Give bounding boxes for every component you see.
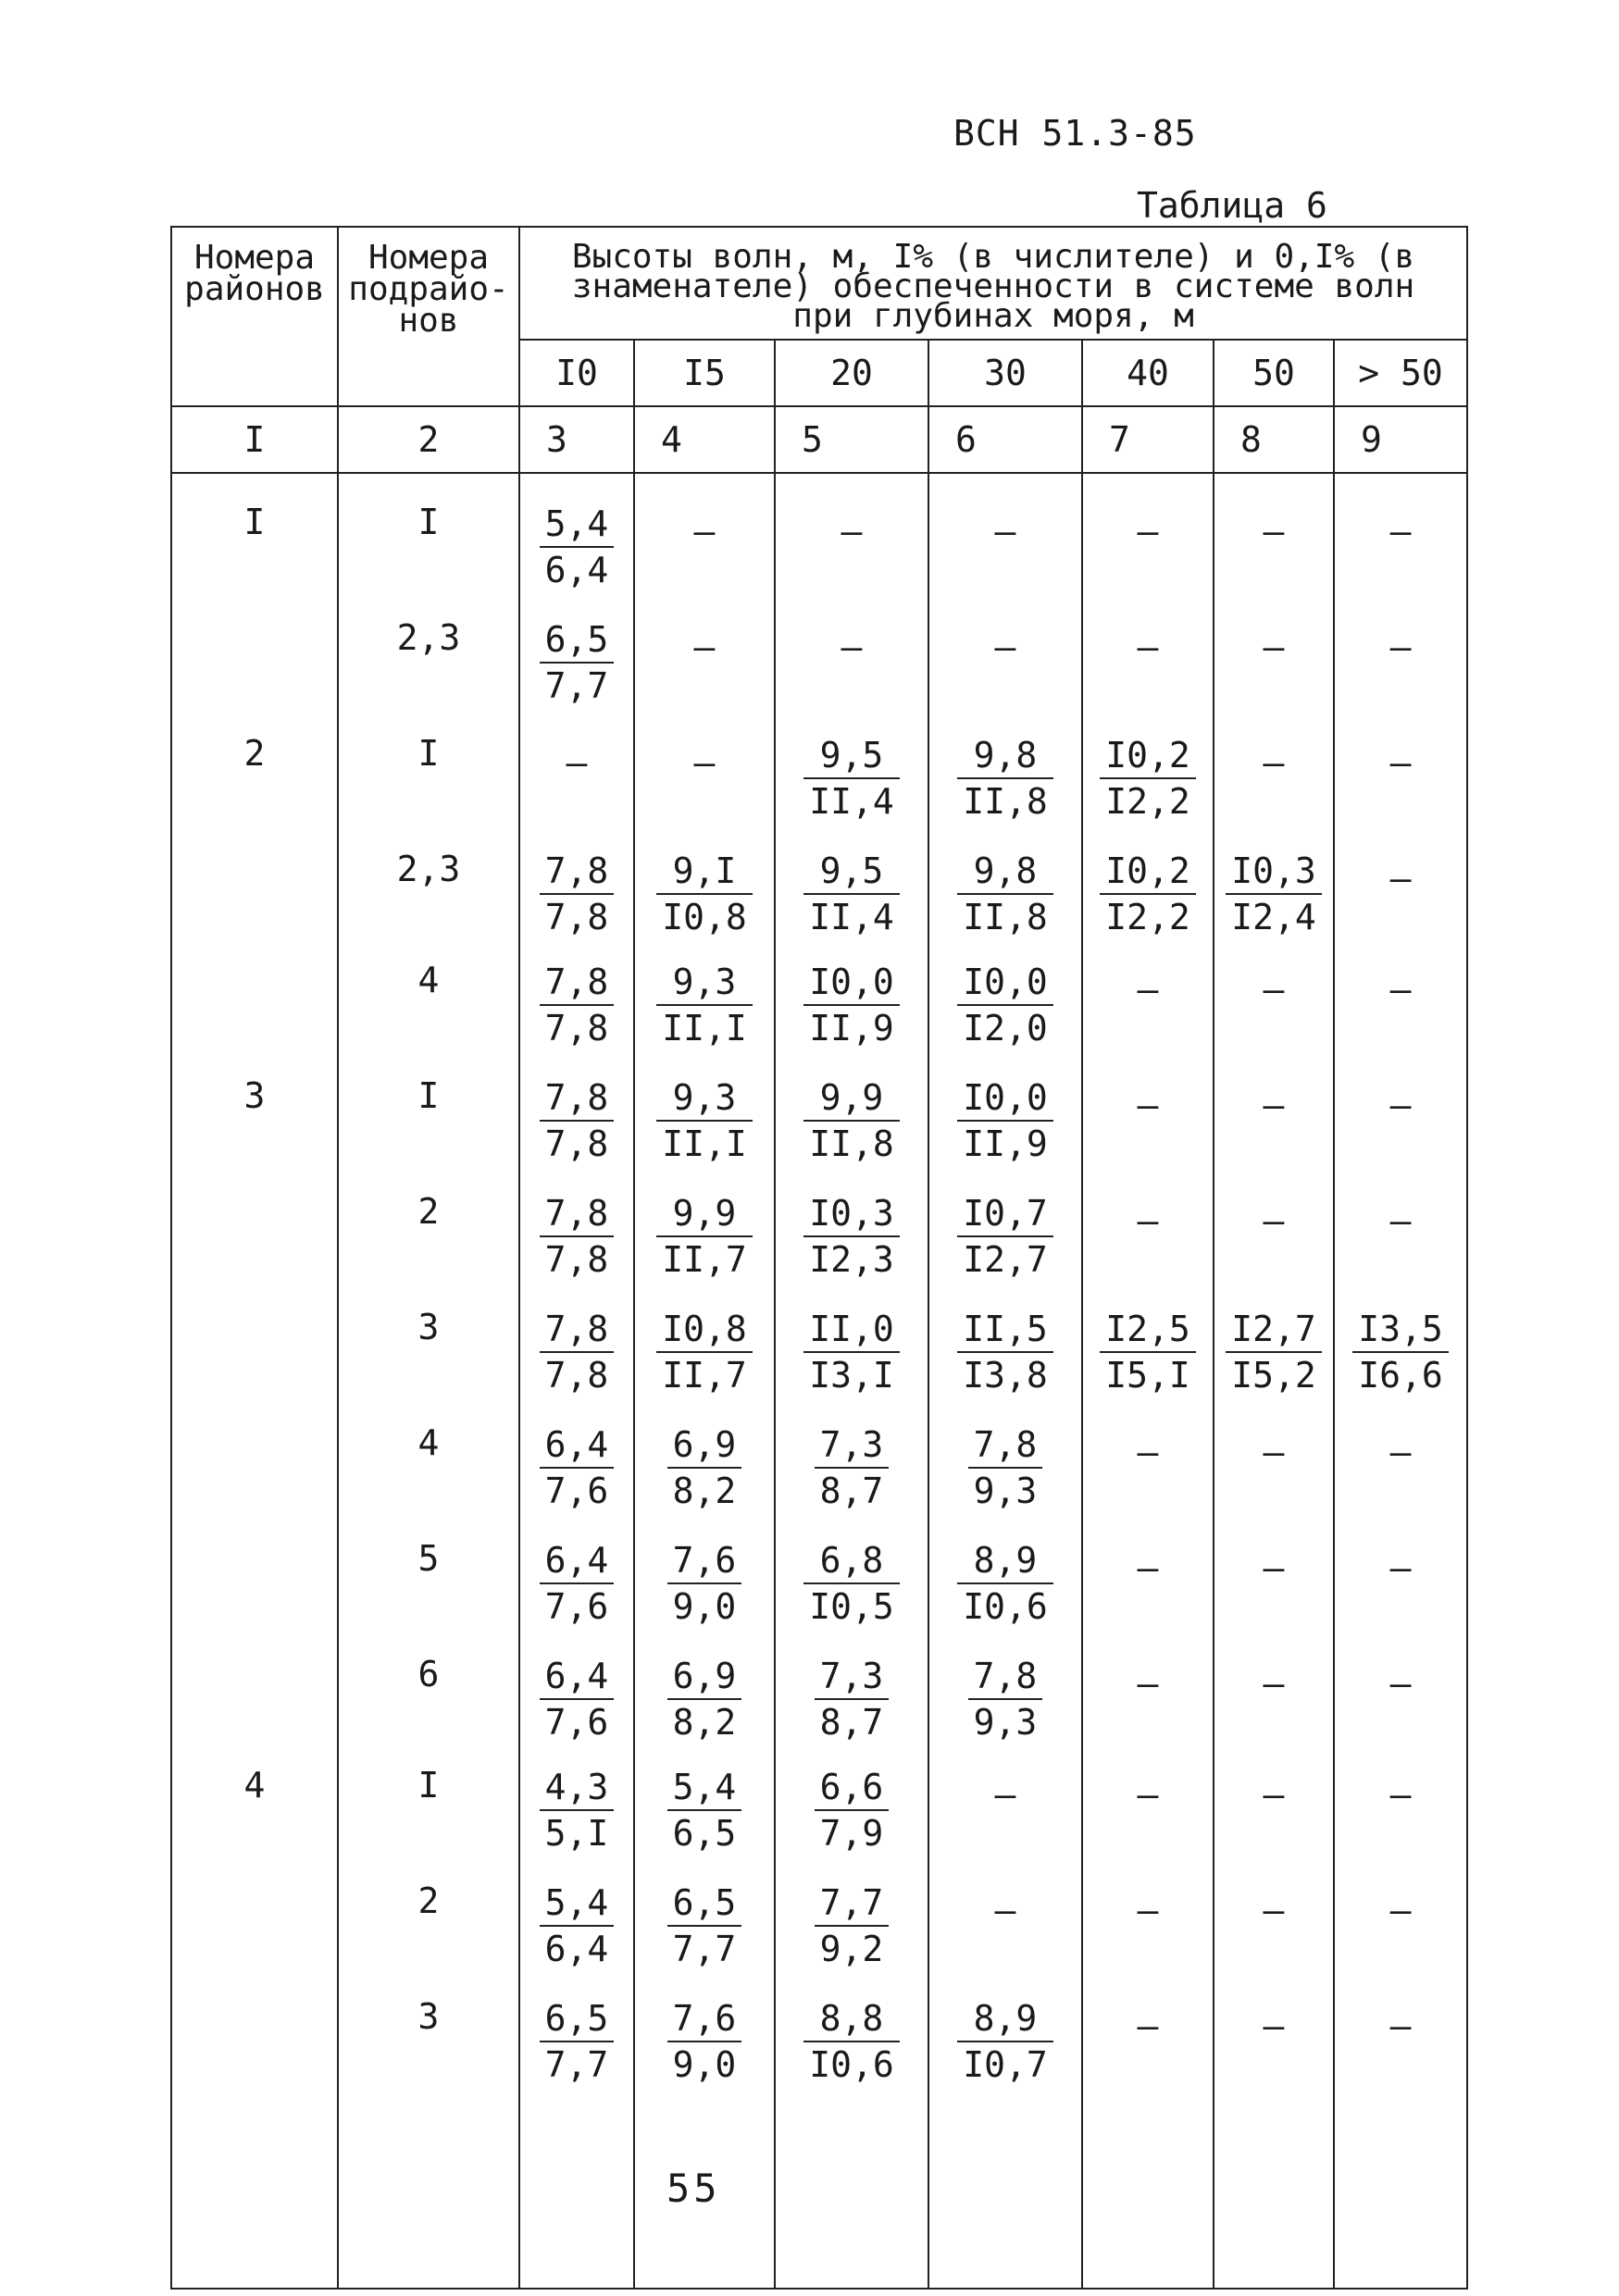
column-number: 9 xyxy=(1334,406,1467,473)
wave-height-01pct: 7,6 xyxy=(544,1471,609,1511)
wave-height-01pct: II,7 xyxy=(662,1355,747,1396)
subdistrict-label: 4 xyxy=(417,960,440,1000)
wave-height-01pct: 7,8 xyxy=(544,1355,609,1396)
no-data-dash: – xyxy=(1263,2005,1285,2046)
wave-height-fraction xyxy=(815,1880,890,1971)
no-data-dash: – xyxy=(1137,1890,1159,1930)
wave-height-01pct: I2,7 xyxy=(963,1239,1048,1280)
wave-height-fraction xyxy=(540,1880,615,1971)
no-data-dash: – xyxy=(1389,2005,1412,2046)
page-number: 55 xyxy=(666,2166,721,2211)
wave-height-01pct: II,I xyxy=(662,1123,747,1164)
no-data-dash: – xyxy=(1137,1547,1159,1588)
wave-height-1pct: 6,5 xyxy=(667,1880,742,1927)
wave-height-fraction xyxy=(803,733,900,824)
wave-height-fraction xyxy=(957,849,1053,939)
header-wave-heights: Высоты волн, м, I% (в числителе) и 0,I% (в знаменателе) обеспеченности в системе волн при глубинах моря, м xyxy=(519,227,1467,340)
wave-height-01pct: 7,7 xyxy=(544,2044,609,2085)
wave-height-table xyxy=(170,226,1468,2290)
district-label: I xyxy=(243,502,266,542)
wave-height-fraction xyxy=(957,1538,1053,1629)
wave-height-1pct: I0,8 xyxy=(656,1307,753,1353)
subdistrict-label: 2,3 xyxy=(396,849,461,889)
wave-height-fraction xyxy=(815,1422,890,1513)
no-data-dash: – xyxy=(1137,969,1159,1010)
wave-height-01pct: 9,0 xyxy=(672,2044,737,2085)
wave-height-1pct: 6,8 xyxy=(803,1538,900,1584)
header-districts: Номера районов xyxy=(171,227,338,406)
wave-height-fraction xyxy=(1352,1307,1449,1397)
wave-height-fraction xyxy=(656,849,753,939)
district-label: 3 xyxy=(243,1075,266,1116)
wave-height-fraction xyxy=(957,1075,1053,1166)
column-number: 7 xyxy=(1082,406,1214,473)
wave-height-01pct: II,8 xyxy=(809,1123,894,1164)
no-data-dash: – xyxy=(1263,742,1285,783)
wave-height-01pct: 7,7 xyxy=(672,1929,737,1969)
wave-height-fraction xyxy=(540,1654,615,1744)
no-data-dash: – xyxy=(994,1774,1016,1815)
no-data-dash: – xyxy=(1389,969,1412,1010)
wave-height-01pct: 9,3 xyxy=(973,1702,1038,1743)
wave-height-fraction xyxy=(968,1654,1043,1744)
body-column xyxy=(519,473,634,2289)
subdistrict-label: 5 xyxy=(417,1538,440,1579)
wave-height-fraction xyxy=(667,1996,742,2087)
wave-height-1pct: I0,2 xyxy=(1100,733,1196,779)
wave-height-01pct: 5,I xyxy=(544,1813,609,1854)
wave-height-fraction xyxy=(540,502,615,592)
wave-height-1pct: 7,8 xyxy=(540,849,615,895)
wave-height-01pct: II,9 xyxy=(963,1123,1048,1164)
no-data-dash: – xyxy=(566,742,588,783)
subdistrict-label: I xyxy=(417,1075,440,1116)
no-data-dash: – xyxy=(1263,511,1285,552)
wave-height-1pct: 9,8 xyxy=(957,849,1053,895)
column-number: 6 xyxy=(928,406,1082,473)
subdistrict-label: I xyxy=(417,733,440,774)
wave-height-fraction xyxy=(803,1191,900,1282)
wave-height-1pct: 5,4 xyxy=(540,502,615,548)
subdistrict-label: 3 xyxy=(417,1996,440,2037)
no-data-dash: – xyxy=(1137,2005,1159,2046)
wave-height-fraction xyxy=(803,960,900,1050)
wave-height-fraction xyxy=(540,1765,615,1855)
wave-height-1pct: 7,8 xyxy=(968,1422,1043,1469)
wave-height-1pct: 9,3 xyxy=(656,960,753,1006)
column-number: 4 xyxy=(634,406,775,473)
wave-height-fraction xyxy=(957,1307,1053,1397)
wave-height-fraction xyxy=(540,849,615,939)
wave-height-fraction xyxy=(957,1191,1053,1282)
wave-height-1pct: 8,9 xyxy=(957,1538,1053,1584)
wave-height-fraction xyxy=(957,960,1053,1050)
wave-height-01pct: II,4 xyxy=(809,781,894,822)
wave-height-01pct: I0,7 xyxy=(963,2044,1048,2085)
wave-height-1pct: I0,3 xyxy=(803,1191,900,1237)
wave-height-01pct: I0,8 xyxy=(662,897,747,937)
wave-height-01pct: 7,8 xyxy=(544,1008,609,1049)
wave-height-01pct: 9,3 xyxy=(973,1471,1038,1511)
wave-height-1pct: I0,0 xyxy=(957,1075,1053,1122)
wave-height-fraction xyxy=(667,1654,742,1744)
no-data-dash: – xyxy=(1389,627,1412,667)
wave-height-fraction xyxy=(540,960,615,1050)
subdistrict-label: 2 xyxy=(417,1880,440,1921)
wave-height-01pct: I5,2 xyxy=(1231,1355,1316,1396)
wave-height-1pct: 7,8 xyxy=(540,1191,615,1237)
wave-height-01pct: I2,0 xyxy=(963,1008,1048,1049)
wave-height-fraction xyxy=(803,1996,900,2087)
no-data-dash: – xyxy=(1389,1547,1412,1588)
no-data-dash: – xyxy=(1137,1085,1159,1125)
wave-height-01pct: 9,0 xyxy=(672,1586,737,1627)
wave-height-01pct: I2,2 xyxy=(1105,781,1190,822)
wave-height-1pct: 7,7 xyxy=(815,1880,890,1927)
wave-height-01pct: 7,8 xyxy=(544,1239,609,1280)
wave-height-fraction xyxy=(968,1422,1043,1513)
wave-height-1pct: 9,9 xyxy=(803,1075,900,1122)
wave-height-fraction xyxy=(656,1307,753,1397)
depth-header: > 50 xyxy=(1334,340,1467,406)
wave-height-1pct: 6,4 xyxy=(540,1538,615,1584)
wave-height-1pct: 9,5 xyxy=(803,849,900,895)
column-number: 3 xyxy=(519,406,634,473)
wave-height-01pct: 6,5 xyxy=(672,1813,737,1854)
wave-height-01pct: I2,4 xyxy=(1231,897,1316,937)
wave-height-01pct: II,9 xyxy=(809,1008,894,1049)
wave-height-fraction xyxy=(803,1307,900,1397)
wave-height-fraction xyxy=(803,1538,900,1629)
wave-height-1pct: I0,0 xyxy=(957,960,1053,1006)
no-data-dash: – xyxy=(693,742,716,783)
wave-height-1pct: I0,2 xyxy=(1100,849,1196,895)
wave-height-01pct: 7,7 xyxy=(544,665,609,706)
wave-height-1pct: I0,3 xyxy=(1226,849,1322,895)
no-data-dash: – xyxy=(1389,1774,1412,1815)
wave-height-01pct: I0,5 xyxy=(809,1586,894,1627)
body-column xyxy=(1334,473,1467,2289)
subdistrict-label: I xyxy=(417,1765,440,1806)
depth-header: 50 xyxy=(1214,340,1334,406)
wave-height-1pct: I0,7 xyxy=(957,1191,1053,1237)
wave-height-01pct: I0,6 xyxy=(963,1586,1048,1627)
wave-height-fraction xyxy=(540,1996,615,2087)
body-column xyxy=(928,473,1082,2289)
wave-height-1pct: 8,8 xyxy=(803,1996,900,2042)
wave-height-1pct: 7,3 xyxy=(815,1654,890,1700)
wave-height-1pct: 6,4 xyxy=(540,1422,615,1469)
wave-height-1pct: 7,8 xyxy=(540,960,615,1006)
table-caption: Таблица 6 xyxy=(1137,185,1327,226)
wave-height-fraction xyxy=(957,1996,1053,2087)
wave-height-1pct: 5,4 xyxy=(667,1765,742,1811)
wave-height-01pct: I0,6 xyxy=(809,2044,894,2085)
no-data-dash: – xyxy=(994,627,1016,667)
wave-height-1pct: 9,8 xyxy=(957,733,1053,779)
wave-height-01pct: II,8 xyxy=(963,897,1048,937)
no-data-dash: – xyxy=(1263,1663,1285,1704)
wave-height-fraction xyxy=(540,1191,615,1282)
header-subdistricts: Номера подрайо-нов xyxy=(338,227,519,406)
wave-height-fraction xyxy=(540,1075,615,1166)
no-data-dash: – xyxy=(1263,969,1285,1010)
wave-height-1pct: 6,6 xyxy=(815,1765,890,1811)
body-column xyxy=(634,473,775,2289)
wave-height-fraction xyxy=(803,1075,900,1166)
depth-header: I0 xyxy=(519,340,634,406)
wave-height-1pct: 4,3 xyxy=(540,1765,615,1811)
wave-height-01pct: I5,I xyxy=(1105,1355,1190,1396)
no-data-dash: – xyxy=(994,511,1016,552)
wave-height-1pct: I2,7 xyxy=(1226,1307,1322,1353)
wave-height-01pct: 7,9 xyxy=(819,1813,884,1854)
wave-height-1pct: 7,8 xyxy=(540,1307,615,1353)
wave-height-1pct: 5,4 xyxy=(540,1880,615,1927)
column-number: 5 xyxy=(775,406,928,473)
wave-height-01pct: I3,8 xyxy=(963,1355,1048,1396)
wave-height-1pct: 7,8 xyxy=(540,1075,615,1122)
depth-header: 30 xyxy=(928,340,1082,406)
wave-height-01pct: I2,3 xyxy=(809,1239,894,1280)
subdistrict-label: 6 xyxy=(417,1654,440,1694)
no-data-dash: – xyxy=(1263,1432,1285,1472)
wave-height-fraction xyxy=(667,1765,742,1855)
no-data-dash: – xyxy=(1263,1890,1285,1930)
wave-height-01pct: 8,2 xyxy=(672,1471,737,1511)
no-data-dash: – xyxy=(1389,858,1412,899)
wave-height-01pct: 9,2 xyxy=(819,1929,884,1969)
wave-height-fraction xyxy=(667,1880,742,1971)
wave-height-01pct: 8,7 xyxy=(819,1471,884,1511)
wave-height-fraction xyxy=(957,733,1053,824)
wave-height-fraction xyxy=(540,1422,615,1513)
wave-height-1pct: 6,9 xyxy=(667,1654,742,1700)
wave-height-fraction xyxy=(1226,1307,1322,1397)
wave-height-fraction xyxy=(540,1538,615,1629)
no-data-dash: – xyxy=(1137,1200,1159,1241)
wave-height-1pct: 7,8 xyxy=(968,1654,1043,1700)
wave-height-1pct: 7,6 xyxy=(667,1996,742,2042)
wave-height-01pct: II,7 xyxy=(662,1239,747,1280)
wave-height-1pct: 9,3 xyxy=(656,1075,753,1122)
wave-height-01pct: II,4 xyxy=(809,897,894,937)
wave-height-01pct: 6,4 xyxy=(544,1929,609,1969)
body-column xyxy=(338,473,519,2289)
subdistrict-label: 3 xyxy=(417,1307,440,1347)
wave-height-fraction xyxy=(540,1307,615,1397)
wave-height-01pct: II,8 xyxy=(963,781,1048,822)
wave-height-1pct: 9,5 xyxy=(803,733,900,779)
wave-height-fraction xyxy=(1100,1307,1196,1397)
no-data-dash: – xyxy=(1263,627,1285,667)
column-number: 2 xyxy=(338,406,519,473)
body-column xyxy=(1082,473,1214,2289)
wave-height-01pct: I6,6 xyxy=(1358,1355,1443,1396)
subdistrict-label: 2 xyxy=(417,1191,440,1232)
wave-height-fraction xyxy=(803,849,900,939)
no-data-dash: – xyxy=(1389,742,1412,783)
subdistrict-label: 4 xyxy=(417,1422,440,1463)
body-column xyxy=(1214,473,1334,2289)
no-data-dash: – xyxy=(1137,1432,1159,1472)
wave-height-fraction xyxy=(1100,733,1196,824)
no-data-dash: – xyxy=(1263,1547,1285,1588)
wave-height-1pct: 7,6 xyxy=(667,1538,742,1584)
wave-height-01pct: II,I xyxy=(662,1008,747,1049)
column-number: I xyxy=(171,406,338,473)
wave-height-fraction xyxy=(540,617,615,708)
wave-height-fraction xyxy=(1226,849,1322,939)
no-data-dash: – xyxy=(1263,1085,1285,1125)
wave-height-01pct: 7,8 xyxy=(544,1123,609,1164)
column-number: 8 xyxy=(1214,406,1334,473)
wave-height-1pct: 9,9 xyxy=(656,1191,753,1237)
no-data-dash: – xyxy=(1389,1890,1412,1930)
subdistrict-label: 2,3 xyxy=(396,617,461,658)
wave-height-fraction xyxy=(667,1422,742,1513)
wave-height-1pct: 6,4 xyxy=(540,1654,615,1700)
no-data-dash: – xyxy=(693,627,716,667)
wave-height-fraction xyxy=(667,1538,742,1629)
document-code: ВСН 51.3-85 xyxy=(953,113,1197,154)
wave-height-fraction xyxy=(1100,849,1196,939)
depth-header: I5 xyxy=(634,340,775,406)
no-data-dash: – xyxy=(1137,627,1159,667)
no-data-dash: – xyxy=(994,1890,1016,1930)
body-column xyxy=(775,473,928,2289)
wave-height-01pct: 7,6 xyxy=(544,1586,609,1627)
no-data-dash: – xyxy=(1137,1774,1159,1815)
depth-header: 20 xyxy=(775,340,928,406)
wave-height-1pct: 6,9 xyxy=(667,1422,742,1469)
wave-height-1pct: I3,5 xyxy=(1352,1307,1449,1353)
wave-height-1pct: 6,5 xyxy=(540,1996,615,2042)
no-data-dash: – xyxy=(1137,1663,1159,1704)
no-data-dash: – xyxy=(1389,1200,1412,1241)
wave-height-1pct: I2,5 xyxy=(1100,1307,1196,1353)
wave-height-1pct: 6,5 xyxy=(540,617,615,664)
wave-height-01pct: 8,7 xyxy=(819,1702,884,1743)
no-data-dash: – xyxy=(841,511,863,552)
no-data-dash: – xyxy=(1263,1774,1285,1815)
wave-height-1pct: 9,I xyxy=(656,849,753,895)
wave-height-01pct: 8,2 xyxy=(672,1702,737,1743)
wave-height-01pct: 7,6 xyxy=(544,1702,609,1743)
no-data-dash: – xyxy=(1137,511,1159,552)
wave-height-01pct: I2,2 xyxy=(1105,897,1190,937)
wave-height-1pct: 7,3 xyxy=(815,1422,890,1469)
wave-height-1pct: II,5 xyxy=(957,1307,1053,1353)
district-label: 4 xyxy=(243,1765,266,1806)
depth-header: 40 xyxy=(1082,340,1214,406)
district-label: 2 xyxy=(243,733,266,774)
wave-height-fraction xyxy=(656,1075,753,1166)
wave-height-fraction xyxy=(815,1654,890,1744)
wave-height-01pct: 6,4 xyxy=(544,550,609,590)
wave-height-fraction xyxy=(656,960,753,1050)
no-data-dash: – xyxy=(841,627,863,667)
body-column xyxy=(171,473,338,2289)
subdistrict-label: I xyxy=(417,502,440,542)
no-data-dash: – xyxy=(1389,1432,1412,1472)
wave-height-fraction xyxy=(656,1191,753,1282)
no-data-dash: – xyxy=(693,511,716,552)
wave-height-1pct: II,0 xyxy=(803,1307,900,1353)
no-data-dash: – xyxy=(1389,1085,1412,1125)
no-data-dash: – xyxy=(1263,1200,1285,1241)
wave-height-01pct: I3,I xyxy=(809,1355,894,1396)
wave-height-fraction xyxy=(815,1765,890,1855)
no-data-dash: – xyxy=(1389,511,1412,552)
no-data-dash: – xyxy=(1389,1663,1412,1704)
wave-height-1pct: 8,9 xyxy=(957,1996,1053,2042)
wave-height-1pct: I0,0 xyxy=(803,960,900,1006)
wave-height-01pct: 7,8 xyxy=(544,897,609,937)
